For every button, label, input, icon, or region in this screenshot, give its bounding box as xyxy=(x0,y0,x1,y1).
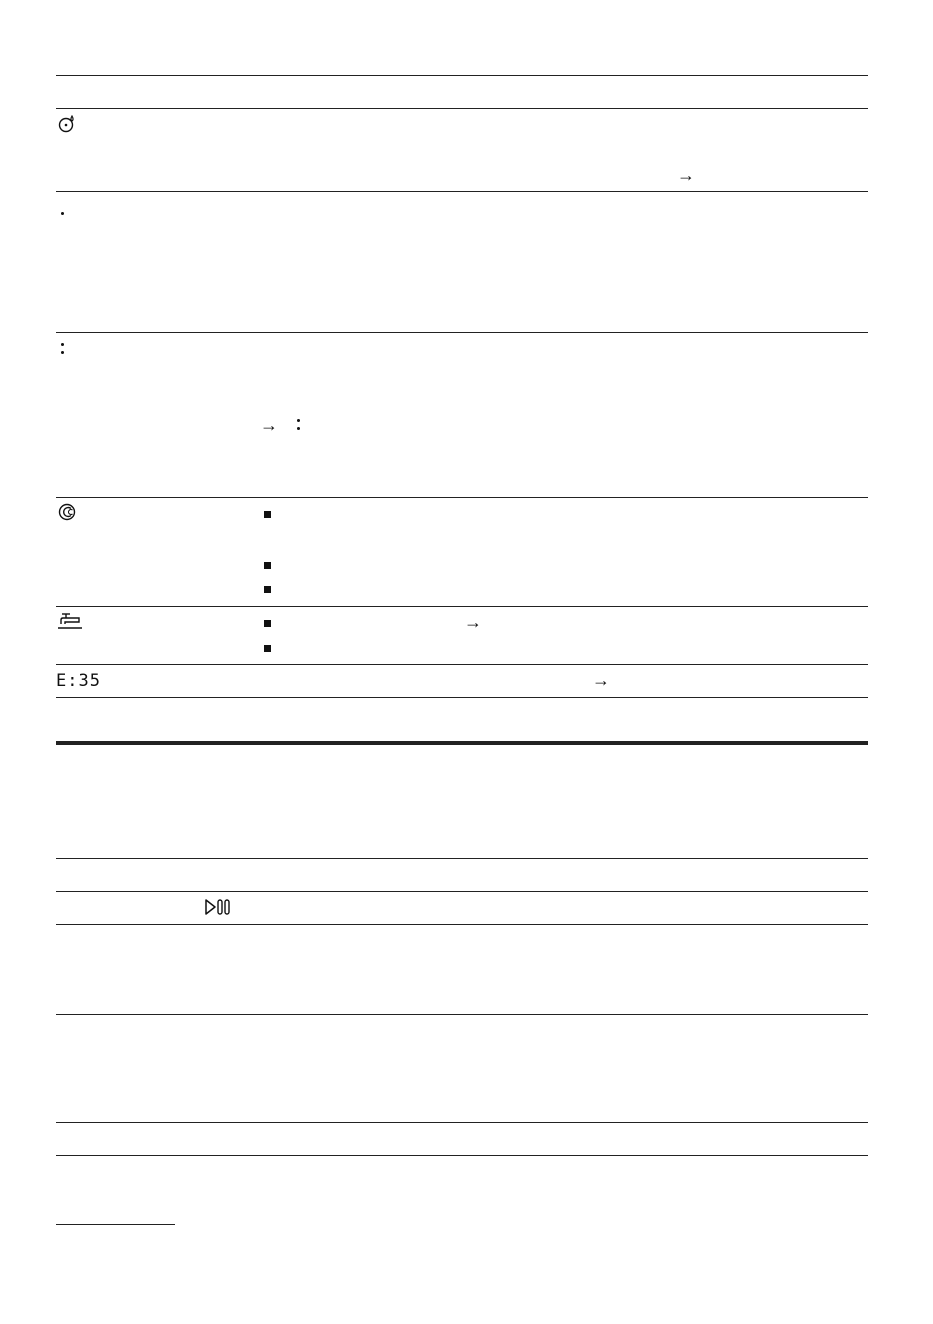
list-bullet xyxy=(264,586,271,593)
dot-indicator-bottom-icon xyxy=(297,427,300,430)
table3-bottom-rule xyxy=(56,1155,868,1156)
row-divider-7 xyxy=(56,1014,868,1015)
table-header-rule xyxy=(56,108,868,109)
list-bullet xyxy=(264,620,271,627)
table-bottom-rule xyxy=(56,697,868,698)
arrow-icon: → xyxy=(677,165,695,185)
row-divider-1 xyxy=(56,191,868,192)
arrow-icon: → xyxy=(464,612,482,632)
row-divider-2 xyxy=(56,332,868,333)
play-pause-icon xyxy=(204,898,232,916)
list-bullet xyxy=(264,511,271,518)
row-divider-4 xyxy=(56,606,868,607)
water-tap-icon xyxy=(57,612,83,630)
arrow-icon: → xyxy=(592,670,610,690)
dot-indicator-icon xyxy=(61,212,64,215)
arrow-icon: → xyxy=(260,415,278,435)
table2-header-rule xyxy=(56,891,868,892)
row-divider-3 xyxy=(56,497,868,498)
table-top-rule xyxy=(56,75,868,76)
dot-indicator-top-icon xyxy=(61,343,64,346)
row-divider-6 xyxy=(56,924,868,925)
dot-indicator-bottom-icon xyxy=(61,351,64,354)
list-bullet xyxy=(264,645,271,652)
table2-bottom-rule xyxy=(56,1122,868,1123)
footnote-separator xyxy=(56,1224,175,1225)
rinse-aid-icon xyxy=(58,115,78,133)
row-divider-5 xyxy=(56,664,868,665)
dot-indicator-top-icon xyxy=(297,419,300,422)
section-divider xyxy=(56,741,868,745)
list-bullet xyxy=(264,562,271,569)
error-code-display: E:35 xyxy=(56,671,101,691)
table2-top-rule xyxy=(56,858,868,859)
salt-icon xyxy=(58,503,78,521)
